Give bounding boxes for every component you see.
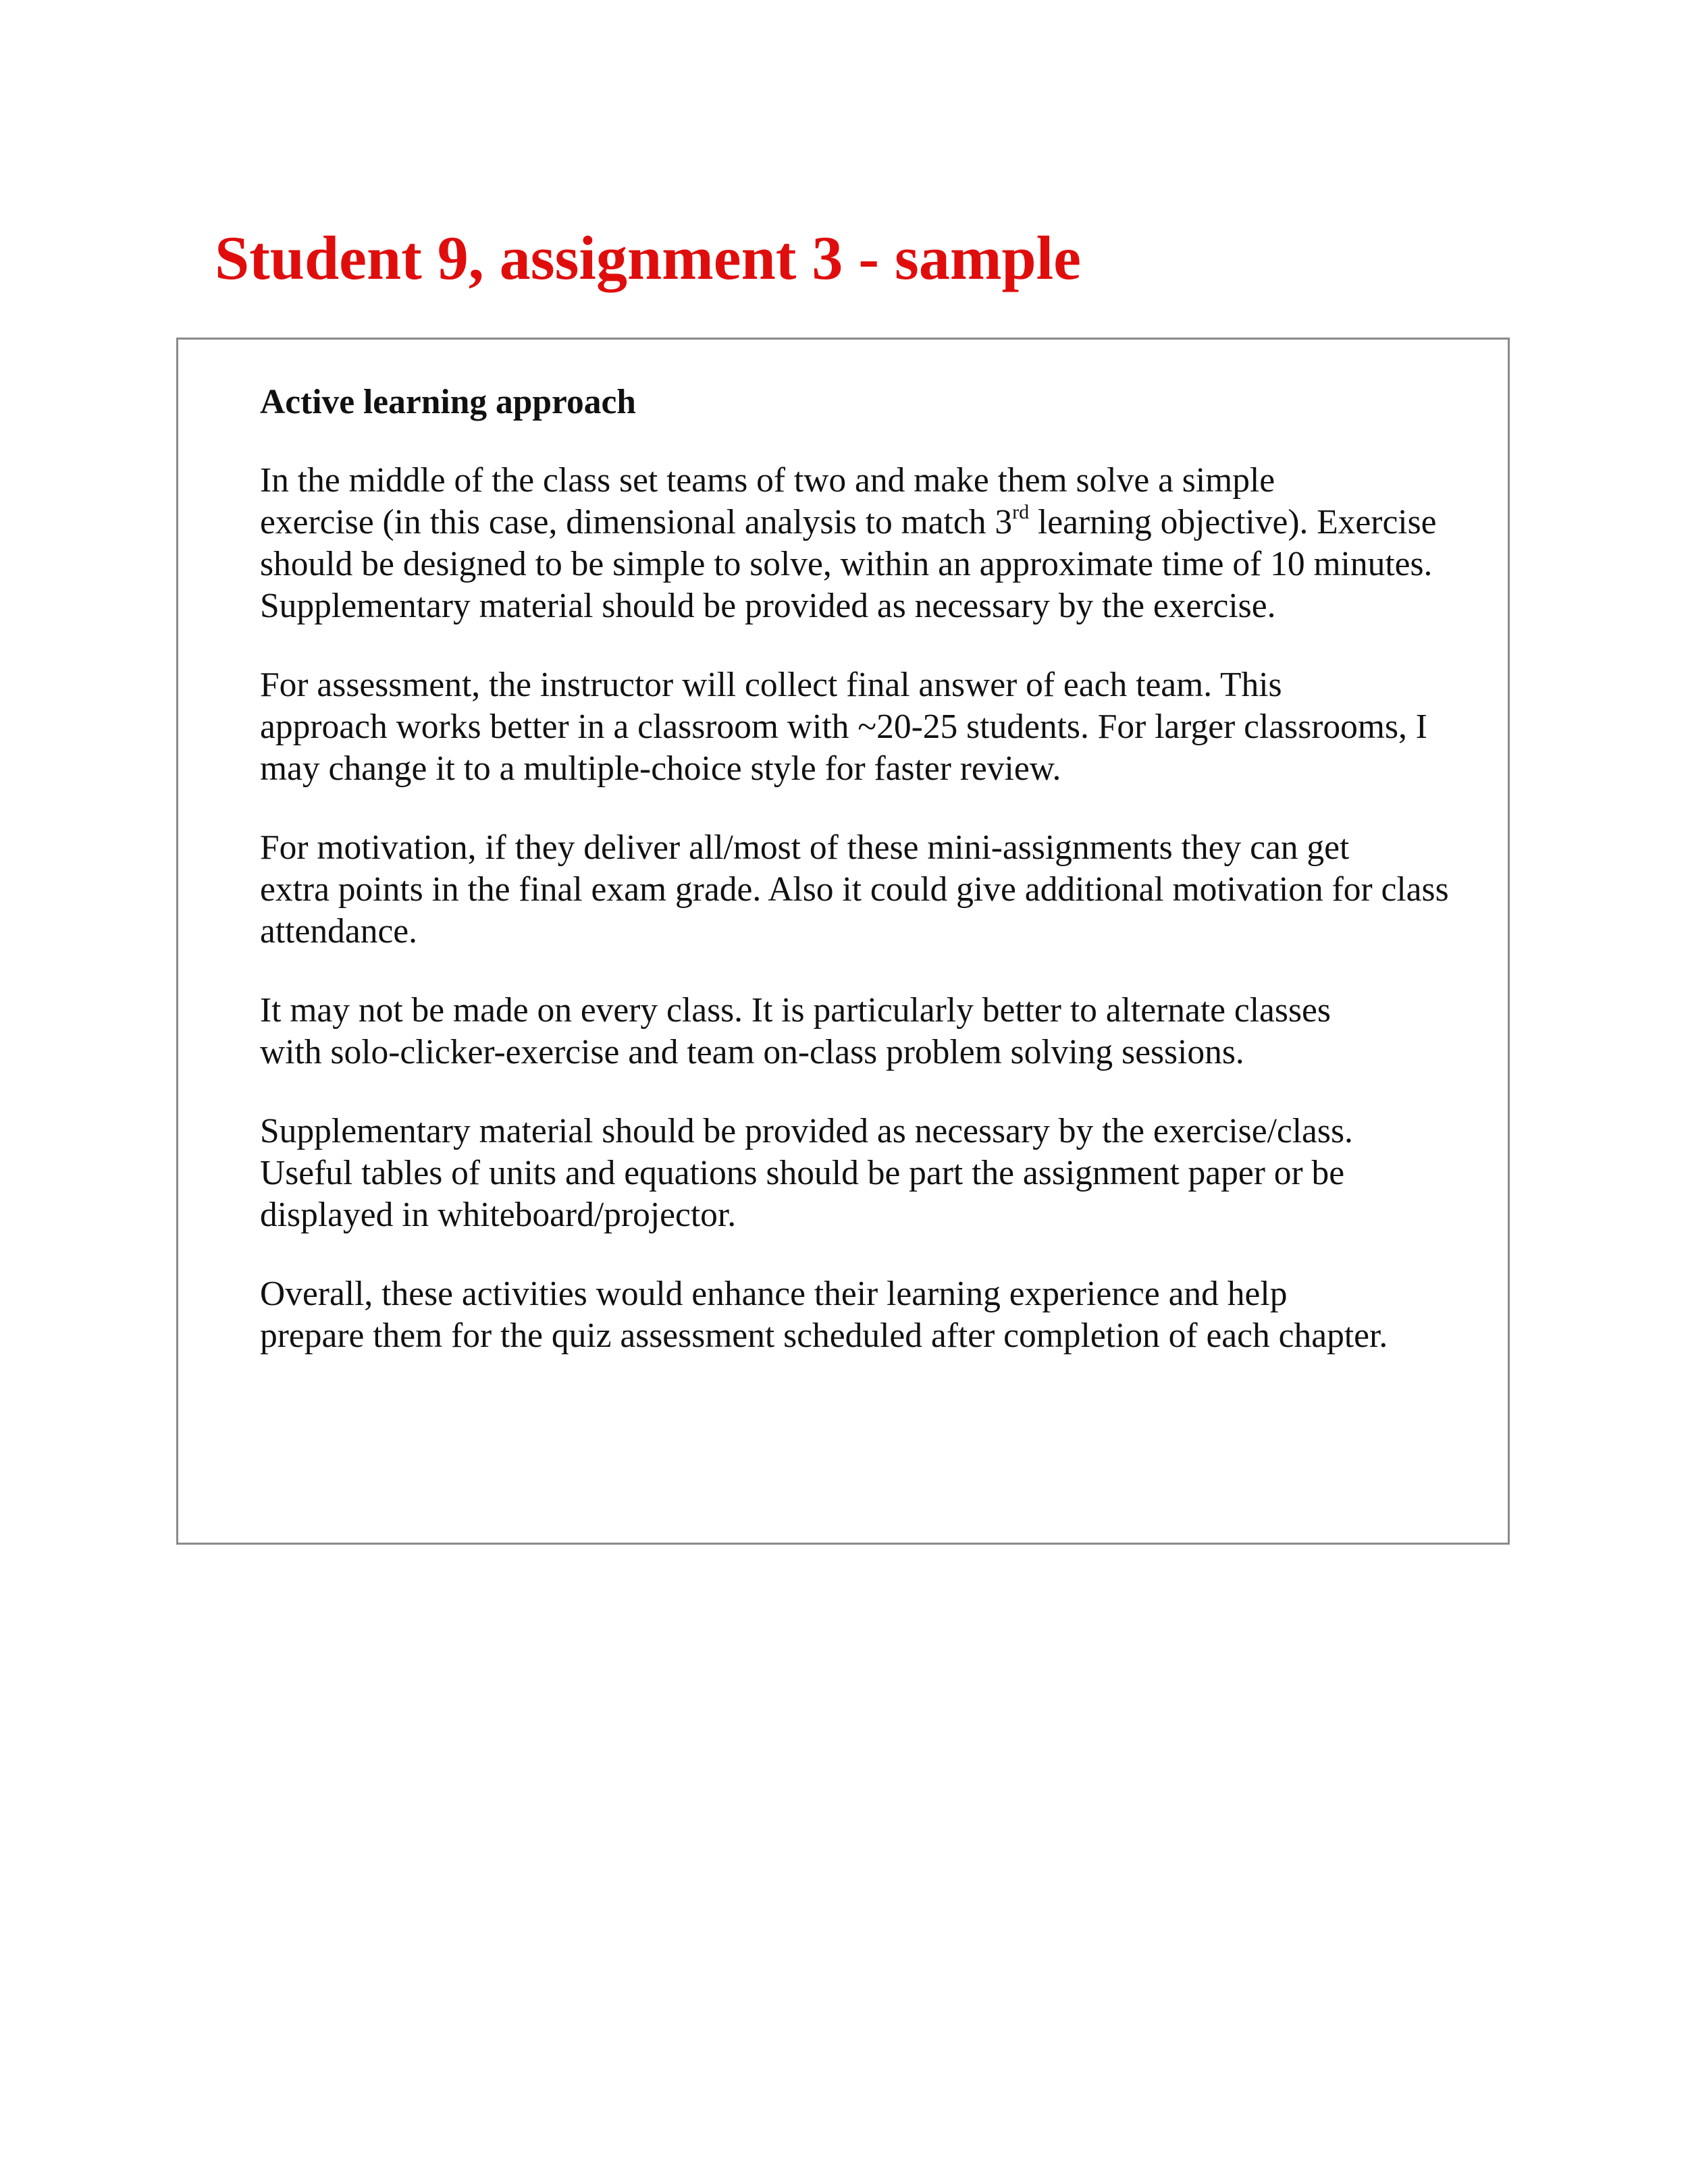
text-line: attendance. xyxy=(260,912,418,951)
text-line: extra points in the final exam grade. Also it could give additional motivation for class xyxy=(260,870,1449,909)
text-line: approach works better in a classroom with ~20-25 students. For larger classrooms, I xyxy=(260,708,1427,746)
paragraph-overall xyxy=(217,1273,1486,1357)
text-line: Overall, these activities would enhance their learning experience and help xyxy=(260,1275,1288,1313)
paragraph-method xyxy=(217,460,1486,627)
text-line: with solo-clicker-exercise and team on-class problem solving sessions. xyxy=(260,1033,1244,1071)
paragraph-materials xyxy=(217,1111,1486,1236)
text-line: For motivation, if they deliver all/most of these mini-assignments they can get xyxy=(260,828,1350,867)
text-line: displayed in whiteboard/projector. xyxy=(260,1196,737,1234)
paragraph-assessment xyxy=(217,664,1486,790)
page-title: Student 9, assignment 3 - sample xyxy=(215,223,1082,292)
paragraph-motivation xyxy=(217,827,1486,953)
text-line: For assessment, the instructor will collect final answer of each team. This xyxy=(260,666,1282,704)
text-line: In the middle of the class set teams of two and make them solve a simple xyxy=(260,461,1275,500)
text-line: exercise (in this case, dimensional analysis to match 3rd learning objective). Exercise xyxy=(260,501,1437,541)
text-line: Supplementary material should be provided as necessary by the exercise/class. xyxy=(260,1112,1353,1150)
text-line: should be designed to be simple to solve, within an approximate time of 10 minutes. xyxy=(260,545,1433,583)
text-line: Useful tables of units and equations should be part the assignment paper or be xyxy=(260,1154,1345,1192)
text-line: may change it to a multiple-choice style for faster review. xyxy=(260,749,1061,788)
text-line: prepare them for the quiz assessment scheduled after completion of each chapter. xyxy=(260,1316,1388,1355)
text-line: Supplementary material should be provided as necessary by the exercise. xyxy=(260,587,1276,625)
ordinal-superscript: rd xyxy=(1012,501,1030,523)
content-box xyxy=(176,338,1510,1545)
content-body xyxy=(217,381,1486,1394)
section-heading: Active learning approach xyxy=(260,383,636,421)
text-line: It may not be made on every class. It is particularly better to alternate classes xyxy=(260,991,1331,1030)
paragraph-frequency xyxy=(217,990,1486,1073)
